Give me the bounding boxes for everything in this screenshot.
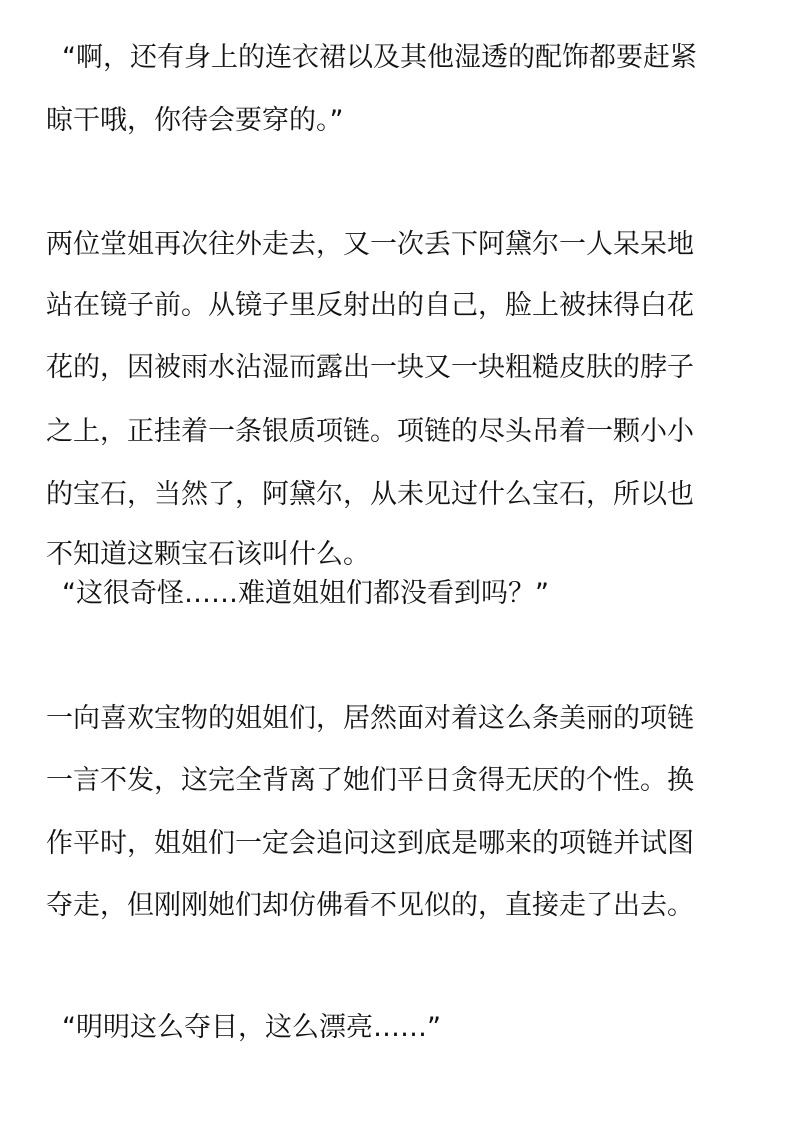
- text-line: 不知道这颗宝石该叫什么。: [46, 539, 370, 570]
- text-line: “明明这么夺目，这么漂亮……”: [62, 1012, 441, 1043]
- text-line: “这很奇怪……难道姐姐们都没看到吗？”: [62, 578, 549, 609]
- text-line: 两位堂姐再次往外走去，又一次丢下阿黛尔一人呆呆地: [46, 229, 694, 260]
- text-line: 晾干哦，你待会要穿的。”: [46, 105, 344, 136]
- text-line: 花的，因被雨水沾湿而露出一块又一块粗糙皮肤的脖子: [46, 352, 694, 383]
- text-line: 一向喜欢宝物的姐姐们，居然面对着这么条美丽的项链: [46, 703, 694, 734]
- text-line: 的宝石，当然了，阿黛尔，从未见过什么宝石，所以也: [46, 479, 694, 510]
- text-line: 作平时，姐姐们一定会追问这到底是哪来的项链并试图: [46, 828, 694, 859]
- text-line: 之上，正挂着一条银质项链。项链的尽头吊着一颗小小: [46, 416, 694, 447]
- text-line: 夺走，但刚刚她们却仿佛看不见似的，直接走了出去。: [46, 890, 694, 921]
- text-line: “啊，还有身上的连衣裙以及其他湿透的配饰都要赶紧: [62, 42, 697, 73]
- text-line: 一言不发，这完全背离了她们平日贪得无厌的个性。换: [46, 765, 694, 796]
- text-line: 站在镜子前。从镜子里反射出的自己，脸上被抹得白花: [46, 290, 694, 321]
